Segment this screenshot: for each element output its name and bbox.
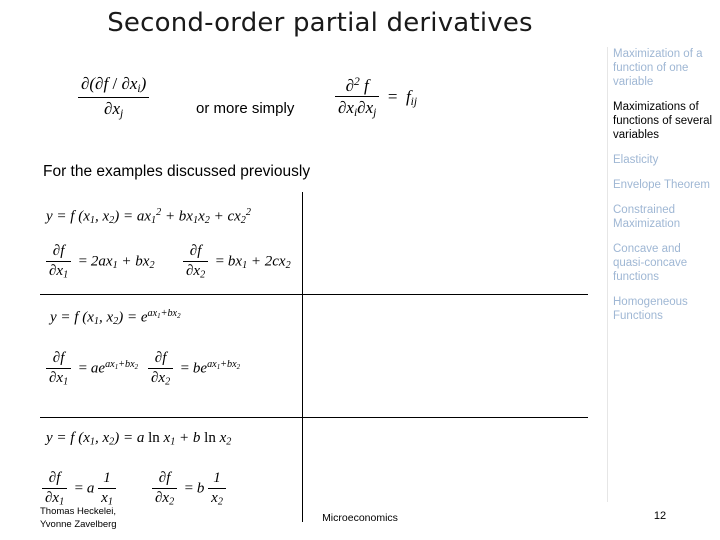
footer-course: Microeconomics — [322, 512, 398, 524]
equation-block1-derivative-x1: $\frac{\partial f}{\partial x_1}$ = $2ax_1 + bx_2$ — [46, 243, 155, 281]
footer-page-number: 12 — [653, 510, 667, 522]
equation-block3-function: y = f ($x_1$, $x_2) = a$ $\ln x_1 + b$ $\ln x_2$ — [46, 430, 232, 448]
nav-item-maximization-one-variable[interactable]: Maximization of a function of one variable — [613, 48, 703, 89]
equation-block1-derivative-x2: $\frac{\partial f}{\partial x_2}$ = $bx_1 + 2cx_2$ — [183, 243, 291, 281]
examples-subheading: For the examples discussed previously — [43, 163, 311, 180]
or-more-simply-label: or more simply — [196, 100, 295, 117]
section-nav — [613, 47, 713, 334]
equation-block2-function: y = f ($x_1$, $x_2) = e^{ax_1+bx_2}$ — [50, 308, 181, 327]
equation-block2-derivative-x2: $\frac{\partial f}{\partial x_2}$ = $be^{ax_1+bx_2}$ — [148, 350, 240, 388]
nav-item-elasticity[interactable]: Elasticity — [613, 154, 659, 167]
nav-divider — [607, 47, 608, 502]
equation-block1-function: y = f ($x_1$, $x_2) = ax_1^2 + bx_1x_2 + cx_2^2$ — [46, 207, 251, 226]
equation-partial-definition: $\frac{\partial(\partial f / \partial x_i)}{\partial x_j}$ — [78, 74, 149, 121]
row-divider-1 — [40, 294, 588, 295]
nav-item-concave-quasi-concave[interactable]: Concave and quasi-concave functions — [613, 243, 688, 284]
row-divider-2 — [40, 417, 588, 418]
page-title: Second-order partial derivatives — [107, 8, 533, 38]
nav-item-maximizations-several-variables[interactable]: Maximizations of functions of several variables — [613, 101, 713, 142]
nav-item-envelope-theorem[interactable]: Envelope Theorem — [613, 179, 710, 192]
nav-item-homogeneous-functions[interactable]: Homogeneous Functions — [613, 296, 688, 323]
equation-block2-derivative-x1: $\frac{\partial f}{\partial x_1}$ = $ae^{ax_1+bx_2}$ — [46, 350, 138, 388]
nav-item-constrained-maximization[interactable]: Constrained Maximization — [613, 204, 681, 231]
footer-author-line1: Thomas Heckelei, — [40, 506, 117, 517]
footer-author-line2: Yvonne Zavelberg — [40, 518, 117, 530]
equation-block3-derivative-x1: $\frac{\partial f}{\partial x_1}$ = a $\frac{1}{x_1}$ — [42, 470, 116, 508]
equation-block3-derivative-x2: $\frac{\partial f}{\partial x_2}$ = b $\frac{1}{x_2}$ — [152, 470, 226, 508]
column-divider — [302, 192, 303, 522]
equation-compact-notation: $\frac{\partial^2 f}{\partial x_i\partial x_j}$ = $f_{ij}$ — [335, 76, 417, 120]
